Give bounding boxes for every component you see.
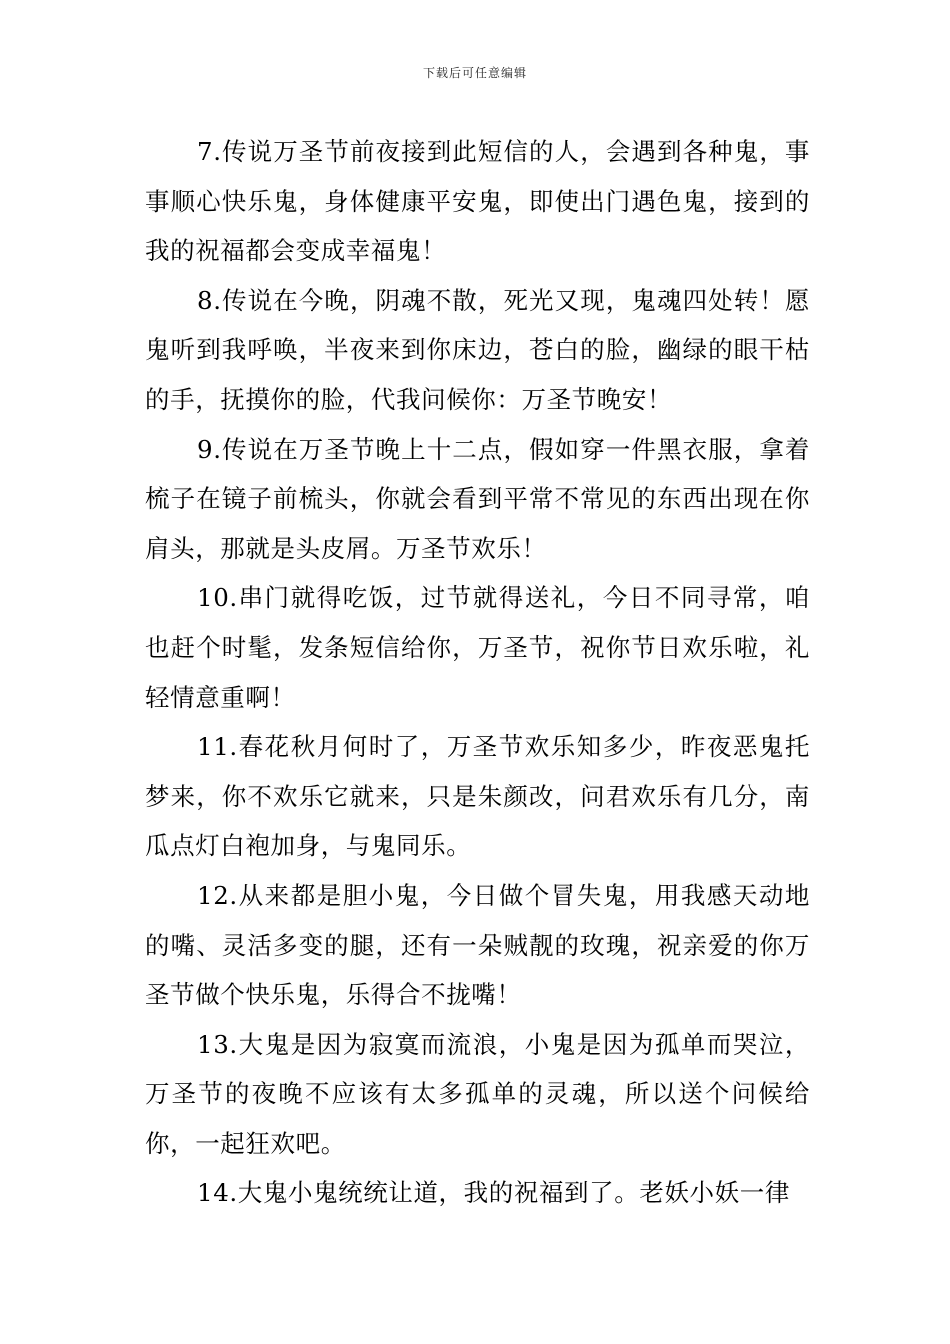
paragraph-12: 12.从来都是胆小鬼，今日做个冒失鬼，用我感天动地的嘴、灵活多变的腿，还有一朵贼靓的玫瑰，祝亲爱的你万圣节做个快乐鬼，乐得合不拢嘴！ — [145, 880, 810, 1010]
paragraph-7: 7.传说万圣节前夜接到此短信的人，会遇到各种鬼，事事顺心快乐鬼，身体健康平安鬼，即使出门遇色鬼，接到的我的祝福都会变成幸福鬼！ — [145, 137, 810, 266]
paragraph-10: 10.串门就得吃饭，过节就得送礼，今日不同寻常，咱也赶个时髦，发条短信给你，万圣节，祝你节日欢乐啦，礼轻情意重啊！ — [145, 583, 810, 712]
paragraph-9: 9.传说在万圣节晚上十二点，假如穿一件黑衣服，拿着梳子在镜子前梳头，你就会看到平常不常见的东西出现在你肩头，那就是头皮屑。万圣节欢乐！ — [145, 434, 810, 563]
paragraph-8: 8.传说在今晚，阴魂不散，死光又现，鬼魂四处转！愿鬼听到我呼唤，半夜来到你床边，苍白的脸，幽绿的眼干枯的手，抚摸你的脸，代我问候你：万圣节晚安！ — [145, 285, 810, 414]
paragraph-11: 11.春花秋月何时了，万圣节欢乐知多少，昨夜恶鬼托梦来，你不欢乐它就来，只是朱颜改，问君欢乐有几分，南瓜点灯白袍加身，与鬼同乐。 — [145, 732, 810, 861]
header-note: 下载后可任意编辑 — [422, 66, 527, 80]
body-text — [145, 127, 810, 1218]
paragraph-14: 14.大鬼小鬼统统让道，我的祝福到了。老妖小妖一律 — [197, 1178, 790, 1208]
paragraph-13: 13.大鬼是因为寂寞而流浪，小鬼是因为孤单而哭泣，万圣节的夜晚不应该有太多孤单的灵魂，所以送个问候给你，一起狂欢吧。 — [145, 1029, 810, 1158]
